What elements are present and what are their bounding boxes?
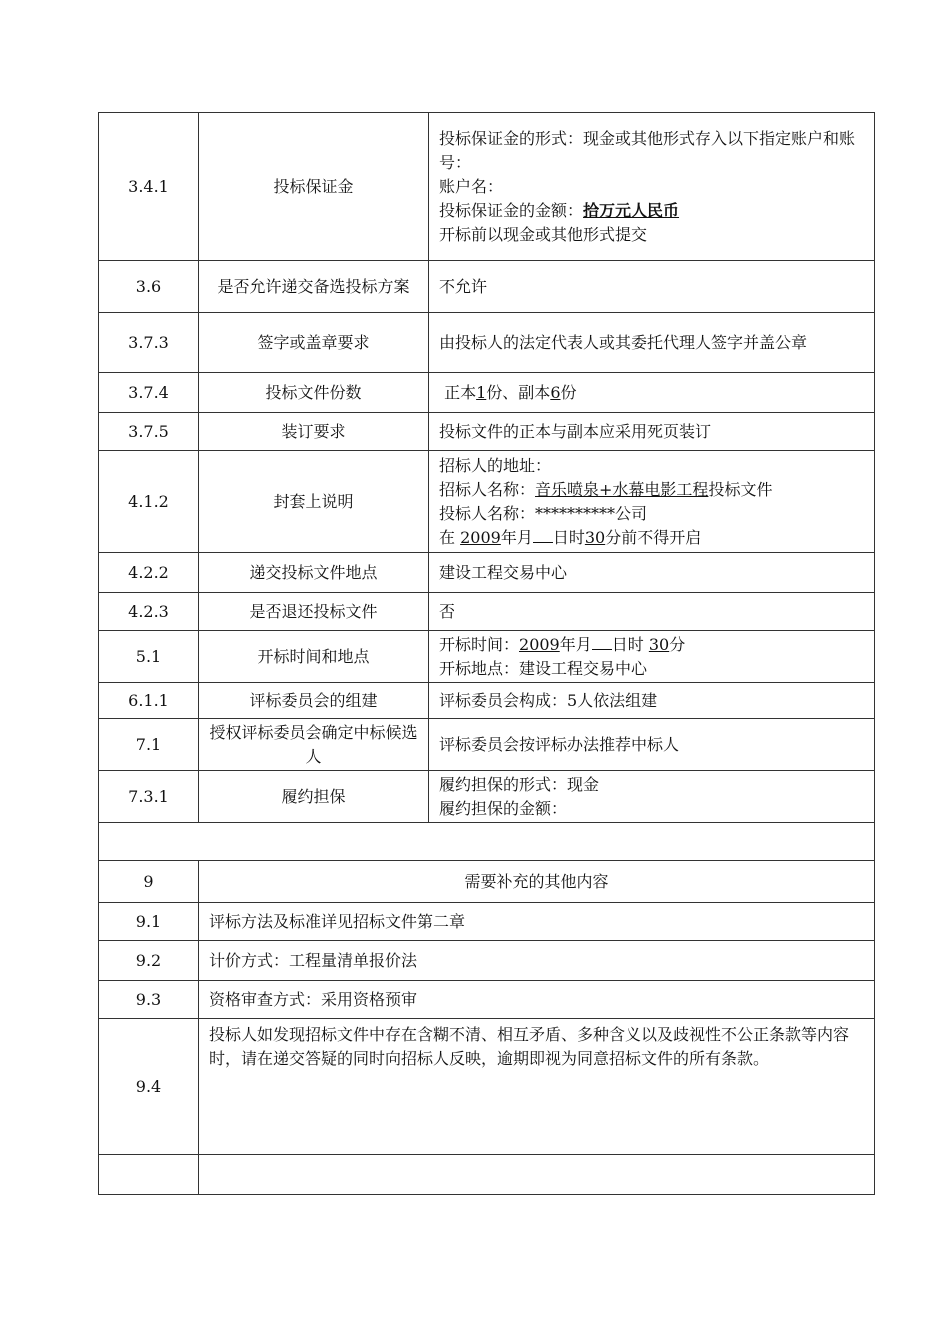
table-row xyxy=(99,981,875,1019)
clause-number: 3.7.4 xyxy=(99,373,199,413)
clause-number: 3.4.1 xyxy=(99,113,199,261)
clause-number: 4.2.2 xyxy=(99,553,199,593)
clause-item: 是否允许递交备选投标方案 xyxy=(199,261,429,313)
bid-data-table xyxy=(98,112,875,1195)
section-number: 9 xyxy=(99,861,199,903)
table-row xyxy=(99,631,875,683)
content-line xyxy=(439,478,866,502)
content-text: 份 xyxy=(560,382,577,402)
clause-number: 7.1 xyxy=(99,719,199,771)
clause-content: 评标委员会构成：5人依法组建 xyxy=(429,683,875,719)
clause-content: 投标文件的正本与副本应采用死页装订 xyxy=(429,413,875,451)
clause-content: 投标人如发现招标文件中存在含糊不清、相互矛盾、多种含义以及歧视性不公正条款等内容时，请在递交答疑的同时向招标人反映，逾期即视为同意招标文件的所有条款。 xyxy=(199,1019,875,1155)
clause-item: 开标时间和地点 xyxy=(199,631,429,683)
clause-number: 9.4 xyxy=(99,1019,199,1155)
clause-number: 4.1.2 xyxy=(99,451,199,553)
table-row xyxy=(99,941,875,981)
content-line: 开标地点：建设工程交易中心 xyxy=(439,658,648,678)
clause-content xyxy=(429,451,875,553)
clause-number: 3.7.3 xyxy=(99,313,199,373)
table-row-empty xyxy=(99,1155,875,1195)
content-text: 分 xyxy=(669,634,686,654)
year-value: 2009 xyxy=(460,527,501,547)
clause-content: 否 xyxy=(429,593,875,631)
clause-content: 不允许 xyxy=(429,261,875,313)
clause-content: 由投标人的法定代表人或其委托代理人签字并盖公章 xyxy=(429,313,875,373)
blank-field xyxy=(592,633,612,650)
clause-number: 6.1.1 xyxy=(99,683,199,719)
table-row xyxy=(99,903,875,941)
table-row xyxy=(99,1019,875,1155)
table-row xyxy=(99,113,875,261)
clause-content: 评标方法及标准详见招标文件第二章 xyxy=(199,903,875,941)
clause-number: 9.1 xyxy=(99,903,199,941)
content-text: 年月 xyxy=(559,634,592,654)
clause-item: 投标文件份数 xyxy=(199,373,429,413)
content-text: 投标保证金的金额： xyxy=(439,200,584,220)
content-line: 招标人的地址： xyxy=(439,455,552,475)
clause-item: 封套上说明 xyxy=(199,451,429,553)
minute-value: 30 xyxy=(648,634,670,654)
clause-item: 评标委员会的组建 xyxy=(199,683,429,719)
table-row xyxy=(99,861,875,903)
clause-number: 5.1 xyxy=(99,631,199,683)
table-row xyxy=(99,313,875,373)
clause-item: 装订要求 xyxy=(199,413,429,451)
clause-item: 签字或盖章要求 xyxy=(199,313,429,373)
clause-item: 授权评标委员会确定中标候选人 xyxy=(199,719,429,771)
table-row-empty xyxy=(99,823,875,861)
content-text: 正本 xyxy=(444,382,477,402)
content-line: 账户名： xyxy=(439,176,504,196)
content-text: 日时 xyxy=(552,527,585,547)
table-row xyxy=(99,373,875,413)
table-row xyxy=(99,261,875,313)
empty-cell xyxy=(99,1155,199,1195)
empty-cell xyxy=(199,1155,875,1195)
clause-content: 计价方式：工程量清单报价法 xyxy=(199,941,875,981)
clause-content xyxy=(429,373,875,413)
clause-number: 9.2 xyxy=(99,941,199,981)
project-name: 音乐喷泉+水幕电影工程 xyxy=(535,479,709,499)
clause-item: 递交投标文件地点 xyxy=(199,553,429,593)
clause-item: 履约担保 xyxy=(199,771,429,823)
content-line xyxy=(439,199,866,223)
content-text: 开标时间： xyxy=(439,634,520,654)
content-text: 份、副本 xyxy=(486,382,551,402)
clause-item: 投标保证金 xyxy=(199,113,429,261)
table-row xyxy=(99,451,875,553)
table-row xyxy=(99,553,875,593)
empty-cell xyxy=(99,823,875,861)
clause-content: 评标委员会按评标办法推荐中标人 xyxy=(429,719,875,771)
blank-field xyxy=(533,526,553,543)
clause-content xyxy=(429,113,875,261)
clause-number: 3.7.5 xyxy=(99,413,199,451)
content-text: 日时 xyxy=(611,634,644,654)
original-count: 1 xyxy=(476,382,487,402)
table-row xyxy=(99,593,875,631)
table-row xyxy=(99,683,875,719)
content-line xyxy=(439,526,866,550)
content-line: 投标保证金的形式：现金或其他形式存入以下指定账户和账号： xyxy=(439,128,856,172)
section-title: 需要补充的其他内容 xyxy=(199,861,875,903)
content-text: 年月 xyxy=(500,527,533,547)
content-line: 开标前以现金或其他形式提交 xyxy=(439,224,648,244)
clause-number: 9.3 xyxy=(99,981,199,1019)
clause-content: 建设工程交易中心 xyxy=(429,553,875,593)
clause-number: 7.3.1 xyxy=(99,771,199,823)
deposit-amount: 拾万元人民币 xyxy=(583,200,680,220)
minute-value: 30 xyxy=(584,527,606,547)
content-text: 招标人名称： xyxy=(439,479,536,499)
content-text: 在 xyxy=(439,527,456,547)
content-text: 分前不得开启 xyxy=(605,527,702,547)
table-row xyxy=(99,719,875,771)
year-value: 2009 xyxy=(519,634,560,654)
clause-number: 4.2.3 xyxy=(99,593,199,631)
content-line: 履约担保的形式：现金 xyxy=(439,774,600,794)
table-row xyxy=(99,413,875,451)
clause-content xyxy=(429,631,875,683)
content-line xyxy=(439,633,866,657)
copy-count: 6 xyxy=(550,382,561,402)
table-row xyxy=(99,771,875,823)
content-text: 投标文件 xyxy=(708,479,773,499)
content-line: 履约担保的金额： xyxy=(439,798,568,818)
content-line: 投标人名称：**********公司 xyxy=(439,503,648,523)
clause-content xyxy=(429,771,875,823)
clause-content: 资格审查方式：采用资格预审 xyxy=(199,981,875,1019)
clause-item: 是否退还投标文件 xyxy=(199,593,429,631)
clause-number: 3.6 xyxy=(99,261,199,313)
